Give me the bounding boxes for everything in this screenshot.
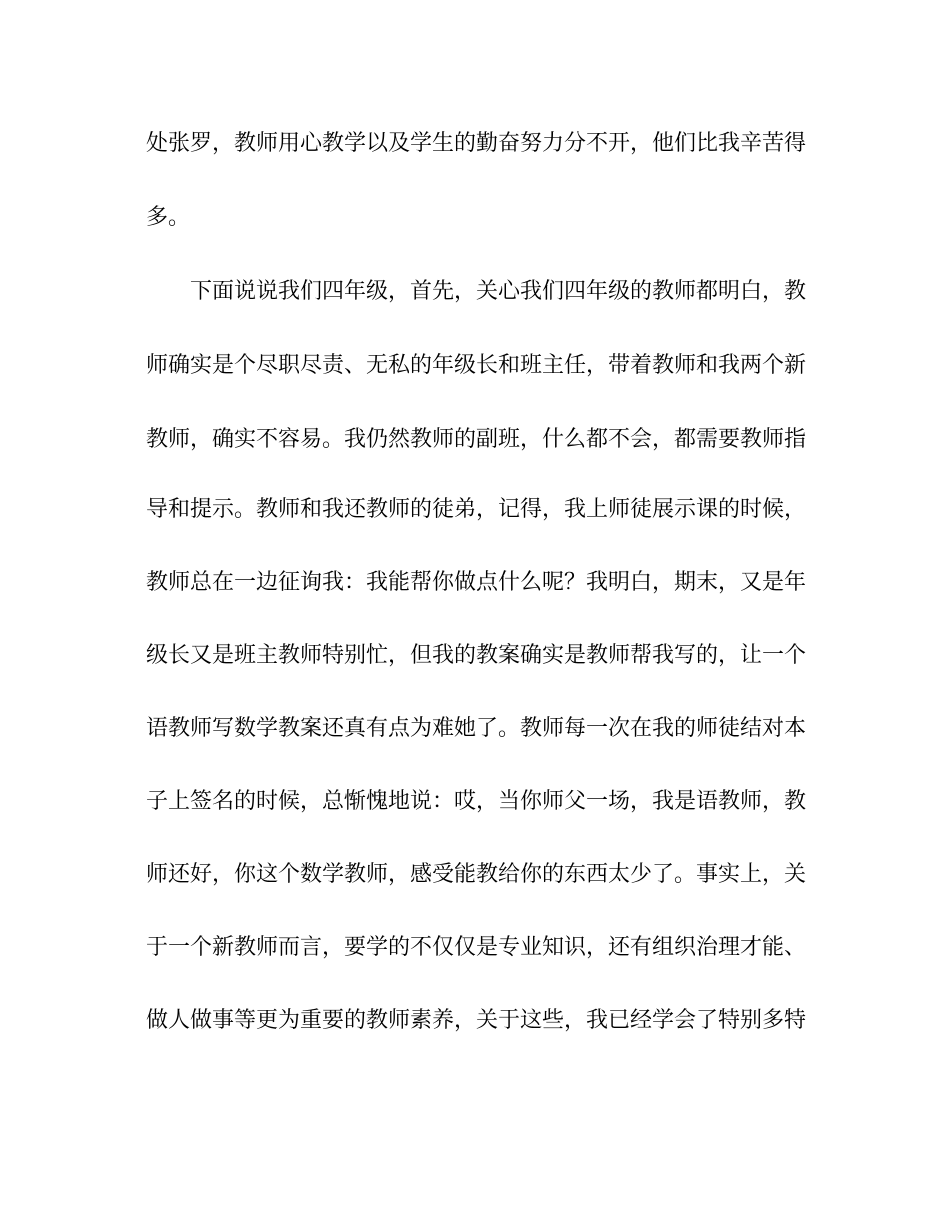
text-line: 多。 xyxy=(146,205,191,230)
paragraph-first-line: 下面说说我们四年级，首先，关心我们四年级的教师都明白，教 xyxy=(190,279,807,304)
text-line: 师确实是个尽职尽责、无私的年级长和班主任，带着教师和我两个新 xyxy=(146,353,807,378)
text-line: 语教师写数学教案还真有点为难她了。教师每一次在我的师徒结对本 xyxy=(146,716,807,741)
text-line: 师还好，你这个数学教师，感受能教给你的东西太少了。事实上，关 xyxy=(146,862,807,887)
text-line: 做人做事等更为重要的教师素养，关于这些，我已经学会了特别多特 xyxy=(146,1008,807,1033)
text-line: 级长又是班主教师特别忙，但我的教案确实是教师帮我写的，让一个 xyxy=(146,643,807,668)
text-line: 导和提示。教师和我还教师的徒弟，记得，我上师徒展示课的时候， xyxy=(146,497,807,522)
text-line: 处张罗，教师用心教学以及学生的勤奋努力分不开，他们比我辛苦得 xyxy=(146,131,807,156)
text-line: 教师总在一边征询我：我能帮你做点什么呢？我明白，期末，又是年 xyxy=(146,570,807,595)
text-line: 子上签名的时候，总惭愧地说：哎，当你师父一场，我是语教师，教 xyxy=(146,789,807,814)
text-line: 于一个新教师而言，要学的不仅仅是专业知识，还有组织治理才能、 xyxy=(146,935,807,960)
text-line: 教师，确实不容易。我仍然教师的副班，什么都不会，都需要教师指 xyxy=(146,427,807,452)
